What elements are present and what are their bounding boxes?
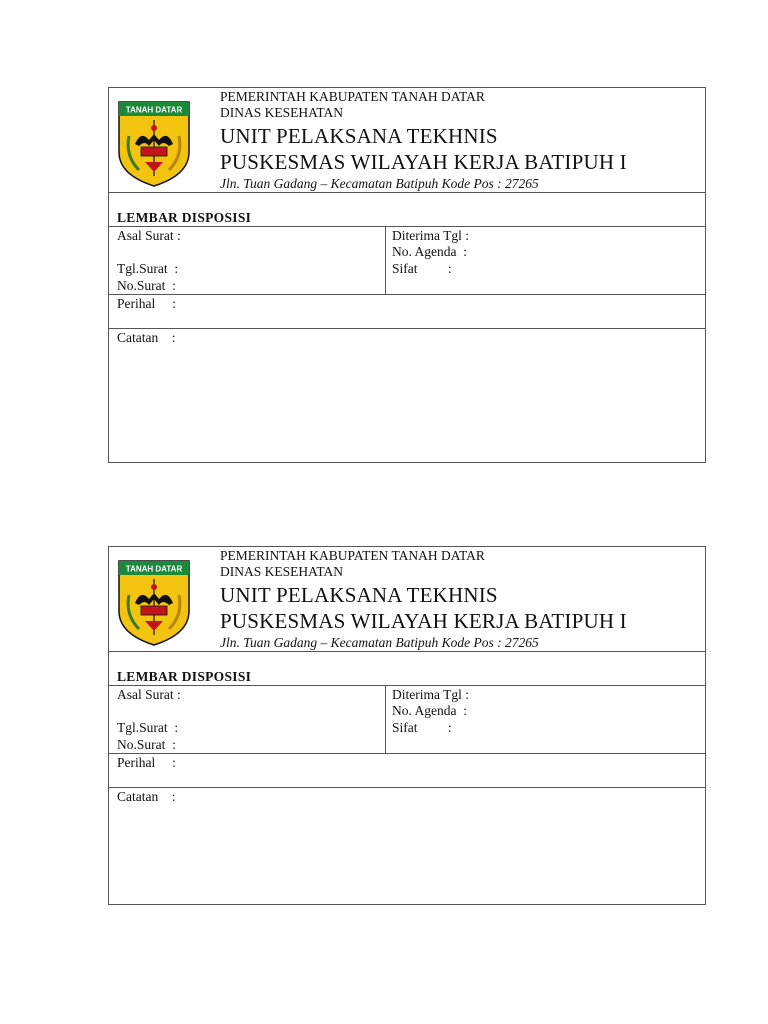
- letterhead-text: [220, 547, 701, 651]
- tanah-datar-crest-icon: [117, 559, 191, 647]
- diterima-tgl-field[interactable]: Diterima Tgl :: [392, 687, 469, 702]
- tgl-surat-field[interactable]: Tgl.Surat :: [117, 261, 179, 276]
- asal-surat-field[interactable]: Asal Surat :: [117, 687, 181, 702]
- diterima-tgl-field[interactable]: Diterima Tgl :: [392, 228, 469, 243]
- letterhead: [109, 547, 705, 652]
- letter-info-row: [109, 227, 705, 295]
- tgl-surat-field[interactable]: Tgl.Surat :: [117, 720, 179, 735]
- catatan-field[interactable]: Catatan :: [117, 789, 176, 804]
- letterhead-text: [220, 88, 701, 192]
- disposition-form-2: [108, 546, 706, 905]
- unit-name: UNIT PELAKSANA TEKHNIS: [220, 124, 498, 148]
- department-name: DINAS KESEHATAN: [220, 564, 344, 579]
- no-surat-field[interactable]: No.Surat :: [117, 278, 176, 293]
- perihal-field[interactable]: Perihal :: [117, 296, 176, 311]
- address: Jln. Tuan Gadang – Kecamatan Batipuh Kode Pos : 27265: [220, 635, 539, 650]
- department-name: DINAS KESEHATAN: [220, 105, 344, 120]
- letter-info-row: [109, 686, 705, 754]
- unit-name: UNIT PELAKSANA TEKHNIS: [220, 583, 498, 607]
- catatan-field[interactable]: Catatan :: [117, 330, 176, 345]
- asal-surat-field[interactable]: Asal Surat :: [117, 228, 181, 243]
- form-title-row: [109, 652, 705, 686]
- logo-banner-text: TANAH DATAR: [125, 105, 183, 115]
- form-title: LEMBAR DISPOSISI: [117, 669, 252, 684]
- no-agenda-field[interactable]: No. Agenda :: [392, 244, 467, 259]
- government-name: PEMERINTAH KABUPATEN TANAH DATAR: [220, 548, 485, 563]
- address: Jln. Tuan Gadang – Kecamatan Batipuh Kode Pos : 27265: [220, 176, 539, 191]
- perihal-row: [109, 295, 705, 329]
- no-agenda-field[interactable]: No. Agenda :: [392, 703, 467, 718]
- perihal-field[interactable]: Perihal :: [117, 755, 176, 770]
- puskesmas-name: PUSKESMAS WILAYAH KERJA BATIPUH I: [220, 609, 627, 633]
- sifat-field[interactable]: Sifat :: [392, 720, 452, 735]
- tanah-datar-crest-icon: [117, 100, 191, 188]
- no-surat-field[interactable]: No.Surat :: [117, 737, 176, 752]
- puskesmas-name: PUSKESMAS WILAYAH KERJA BATIPUH I: [220, 150, 627, 174]
- column-divider: [385, 227, 386, 294]
- column-divider: [385, 686, 386, 753]
- disposition-form-1: [108, 87, 706, 463]
- sifat-field[interactable]: Sifat :: [392, 261, 452, 276]
- letterhead: [109, 88, 705, 193]
- form-title-row: [109, 193, 705, 227]
- perihal-row: [109, 754, 705, 788]
- government-name: PEMERINTAH KABUPATEN TANAH DATAR: [220, 89, 485, 104]
- form-title: LEMBAR DISPOSISI: [117, 210, 252, 225]
- logo-banner-text: TANAH DATAR: [125, 564, 183, 574]
